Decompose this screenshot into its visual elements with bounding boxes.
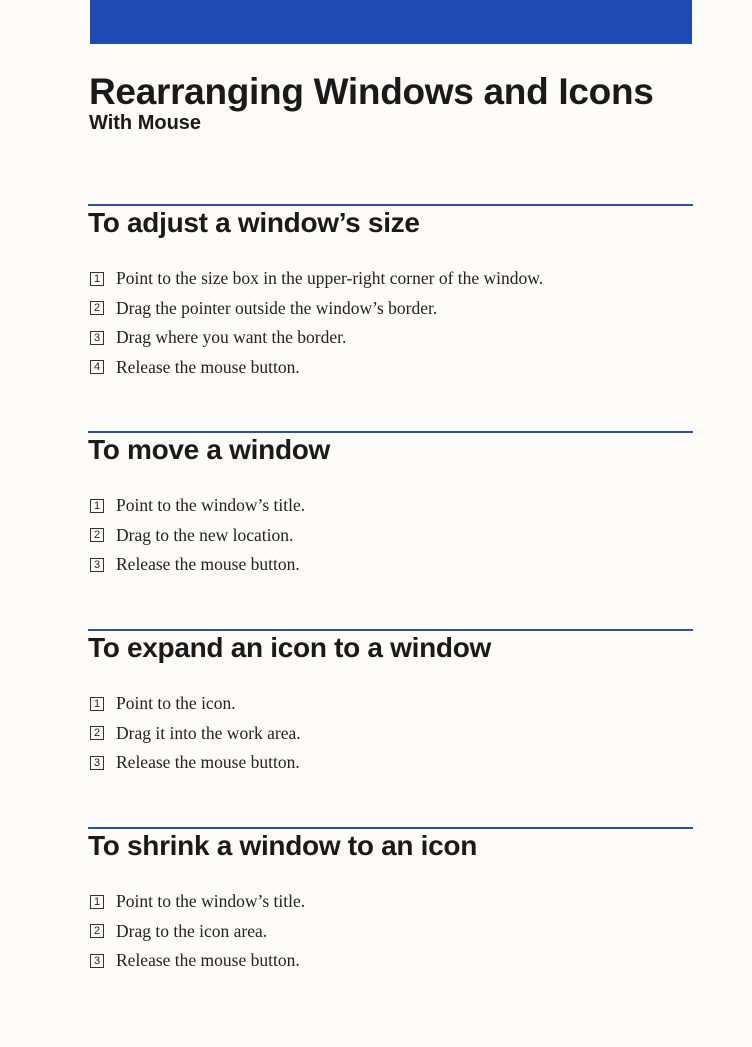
section-heading: To move a window: [88, 434, 331, 465]
step-text: Point to the icon.: [116, 693, 236, 714]
step-number-badge: 1: [90, 895, 104, 909]
step-list: [88, 264, 693, 382]
step-item: [88, 719, 693, 749]
step-number-badge: 2: [90, 528, 104, 542]
section-adjust-window-size: [88, 204, 693, 382]
step-number-badge: 3: [90, 954, 104, 968]
step-item: [88, 323, 693, 353]
section-heading: To expand an icon to a window: [88, 632, 492, 663]
step-number-badge: 1: [90, 697, 104, 711]
step-text: Drag it into the work area.: [116, 722, 301, 743]
step-item: [88, 917, 693, 947]
step-text: Drag to the new location.: [116, 524, 294, 545]
page-header: [89, 72, 693, 134]
section-divider: [88, 431, 693, 433]
step-item: [88, 353, 693, 383]
step-text: Release the mouse button.: [116, 554, 300, 575]
step-text: Release the mouse button.: [116, 752, 300, 773]
step-item: [88, 946, 693, 976]
step-item: [88, 521, 693, 551]
step-number-badge: 2: [90, 726, 104, 740]
section-divider: [88, 827, 693, 829]
step-text: Point to the window’s title.: [116, 495, 306, 516]
step-number-badge: 4: [90, 360, 104, 374]
step-text: Point to the window’s title.: [116, 891, 306, 912]
step-number-badge: 2: [90, 301, 104, 315]
page-title: Rearranging Windows and Icons: [89, 71, 654, 112]
step-list: [88, 689, 693, 778]
section-move-window: [88, 431, 693, 580]
step-list: [88, 887, 693, 976]
step-list: [88, 491, 693, 580]
section-divider: [88, 204, 693, 206]
page-subtitle: With Mouse: [89, 112, 202, 134]
step-number-badge: 2: [90, 924, 104, 938]
step-item: [88, 689, 693, 719]
step-number-badge: 3: [90, 331, 104, 345]
step-item: [88, 887, 693, 917]
step-text: Drag to the icon area.: [116, 920, 268, 941]
step-text: Drag the pointer outside the window’s border.: [116, 297, 438, 318]
step-item: [88, 294, 693, 324]
section-heading: To shrink a window to an icon: [88, 830, 478, 861]
step-text: Release the mouse button.: [116, 356, 300, 377]
step-item: [88, 264, 693, 294]
step-item: [88, 550, 693, 580]
section-heading: To adjust a window’s size: [88, 207, 420, 238]
step-number-badge: 3: [90, 558, 104, 572]
section-divider: [88, 629, 693, 631]
step-text: Release the mouse button.: [116, 950, 300, 971]
step-number-badge: 1: [90, 272, 104, 286]
section-shrink-window: [88, 827, 693, 976]
section-expand-icon: [88, 629, 693, 778]
step-number-badge: 1: [90, 499, 104, 513]
step-item: [88, 491, 693, 521]
step-text: Point to the size box in the upper-right corner of the window.: [116, 268, 544, 289]
step-item: [88, 748, 693, 778]
step-text: Drag where you want the border.: [116, 327, 347, 348]
step-number-badge: 3: [90, 756, 104, 770]
top-color-band: [90, 0, 692, 44]
